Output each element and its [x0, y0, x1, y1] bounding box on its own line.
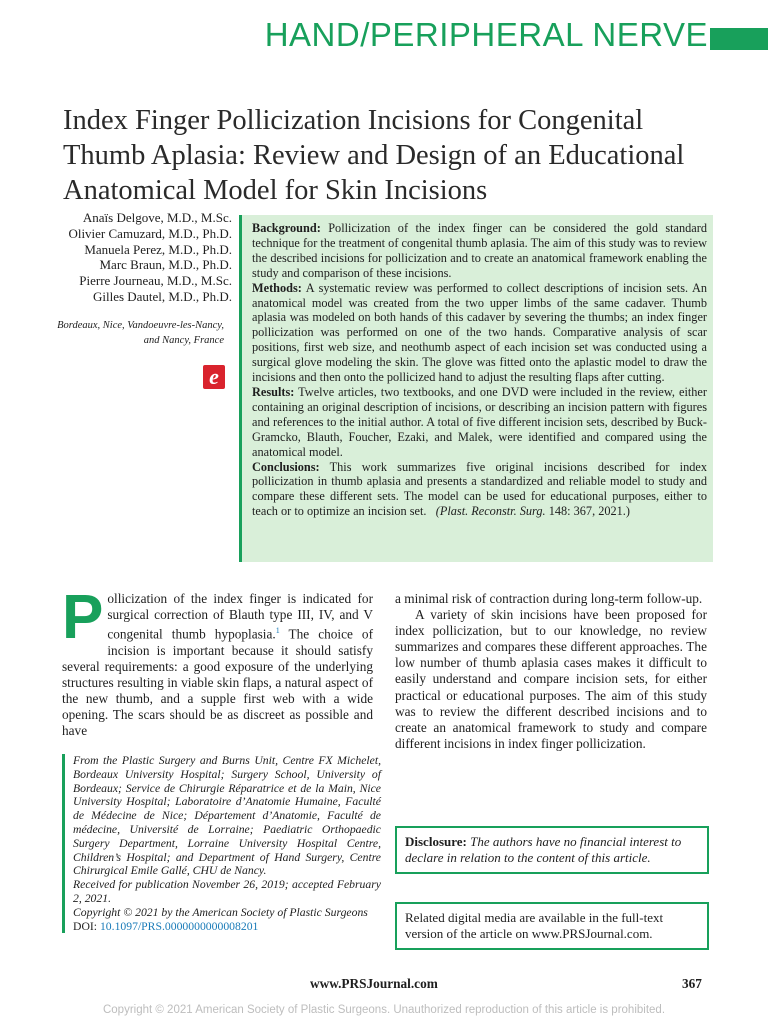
footnote-affiliations: From the Plastic Surgery and Burns Unit, Centre FX Michelet, Bordeaux University Hospital; Surgery School, University of Bordeaux; Service de Chirurgie Réparatrice et de la Main, Nice University Hospital; Laboratoire d’Anatomie Humaine, Faculté de Médecine de Nice; Département d’Anatomie, Faculté de médecine, Université de Lorraine; Paediatric Orthopaedic Surgery Department, Lorraine University Hospital Centre, Children’s Hospital; and Department of Hand Surgery, Centre Chirurgical Emile Gallé, CHU de Nancy.: [73, 754, 381, 878]
disclosure-box: [395, 826, 709, 874]
author: Gilles Dautel, M.D., Ph.D.: [92, 288, 232, 304]
body-right-column: [395, 591, 707, 752]
body-paragraph: a minimal risk of contraction during long-term follow-up.: [395, 591, 703, 606]
abstract-conclusions: [252, 460, 707, 520]
copyright-notice: Copyright © 2021 American Society of Plastic Surgeons. Unauthorized reproduction of this article is prohibited.: [102, 1004, 666, 1016]
author: Olivier Camuzard, M.D., Ph.D.: [68, 225, 232, 241]
doi-link[interactable]: 10.1097/PRS.0000000000008201: [99, 919, 259, 933]
body-text: ollicization of the index finger is indicated for surgical correction of Blauth type III, IV, and V congenital thumb hypoplasia.: [107, 591, 373, 642]
author-list: [68, 210, 232, 305]
citation-details: 148: 367, 2021.): [548, 504, 630, 519]
affiliation-locations: [44, 318, 224, 348]
drop-cap: P: [62, 583, 104, 652]
abstract-label: Results:: [252, 384, 295, 399]
author: Pierre Journeau, M.D., M.Sc.: [79, 273, 232, 289]
body-text: The choice of incision is important because it should satisfy several requirements: a good exposure of the underlying structures resulting in viable skin flaps, a natural aspect of the new thumb, and a supple first web with a wide opening. The scars should be as discreet as possible and have: [62, 626, 373, 739]
journal-url[interactable]: www.PRSJournal.com: [310, 976, 438, 991]
abstract-text: A systematic review was performed to collect descriptions of incision sets. An anatomical model was created from the two upper limbs of the same cadaver. Thumb aplasia was modeled on both hands of this cadaver by severing the thumbs; an index finger pollicization was performed on one of the two hands. Comparative analysis of scar positions, first web size, and neothumb aspect of each incision set was conducted using a surgical glove modeling the skin. The glove was fitted onto the aplastic model to draw the incisions and then onto the pollicized hand to adjust the resulting flaps after cutting.: [252, 280, 707, 385]
abstract-box: [239, 215, 713, 562]
footnote-copyright: Copyright © 2021 by the American Society of Plastic Surgeons: [73, 905, 368, 919]
body-paragraph: A variety of skin incisions have been proposed for index pollicization, but to our knowledge, no review summarizes and compares these different approaches. The low number of thumb aplasia cases makes it difficult to easily understand and compare incision sets, for either practical or educational purposes. The aim of this study was to review the different described incisions and to create an anatomical framework to study and compare different incisions in index finger pollicization.: [395, 607, 707, 751]
abstract-label: Conclusions:: [252, 459, 320, 474]
author: Anaïs Delgove, M.D., M.Sc.: [82, 210, 232, 225]
affiliation-line: Bordeaux, Nice, Vandoeuvre-les-Nancy,: [57, 320, 224, 331]
affiliation-line: and Nancy, France: [143, 335, 224, 346]
author: Manuela Perez, M.D., Ph.D.: [84, 241, 232, 257]
reference-link[interactable]: 1: [275, 626, 280, 636]
abstract-results: [252, 385, 707, 460]
abstract-label: Methods:: [252, 280, 302, 295]
author: Marc Braun, M.D., Ph.D.: [99, 257, 232, 273]
disclosure-label: Disclosure:: [405, 834, 467, 849]
section-color-block: [710, 28, 768, 50]
citation-journal: (Plast. Reconstr. Surg.: [435, 504, 546, 519]
disclosure-text: The authors have no financial interest to declare in relation to the content of this article.: [405, 834, 682, 865]
abstract-text: This work summarizes five original incisions described for index pollicization in thumb aplasia and presents a standardized and reliable model to study and compare these different sets. The model can be used for educational purposes, either to teach or to optimize an incision set.: [252, 459, 707, 519]
abstract-methods: [252, 281, 707, 385]
digital-media-icon[interactable]: e: [203, 365, 225, 389]
doi-label: DOI:: [73, 919, 98, 933]
body-left-column: [62, 583, 373, 739]
doi-line: [73, 920, 381, 934]
abstract-text: Pollicization of the index finger can be considered the gold standard technique for the treatment of congenital thumb aplasia. The aim of this study was to review the described incisions for pollicization and to create an anatomical framework enabling the study and comparison of these incisions.: [252, 221, 707, 280]
page-number: 367: [682, 976, 702, 991]
article-title: Index Finger Pollicization Incisions for Congenital Thumb Aplasia: Review and Design of an Educational Anatomical Model for Skin Incisions: [63, 105, 685, 206]
abstract-background: [252, 221, 707, 281]
digital-media-note: Related digital media are available in the full-text version of the article on www.PRSJournal.com.: [395, 902, 709, 950]
footnote-received: Received for publication November 26, 2019; accepted February 2, 2021.: [73, 878, 381, 905]
section-header: HAND/PERIPHERAL NERVE: [264, 16, 708, 53]
article-footnote: [62, 754, 381, 933]
abstract-label: Background:: [252, 221, 321, 235]
abstract-text: Twelve articles, two textbooks, and one DVD were included in the review, either containing an original description of incisions, or describing an incision pattern with figures and references to the initial author. A total of five different incision sets, described by Buck-Gramcko, Blauth, Foucher, Ezaki, and Malek, were identified and compared using the anatomical model.: [252, 384, 707, 459]
